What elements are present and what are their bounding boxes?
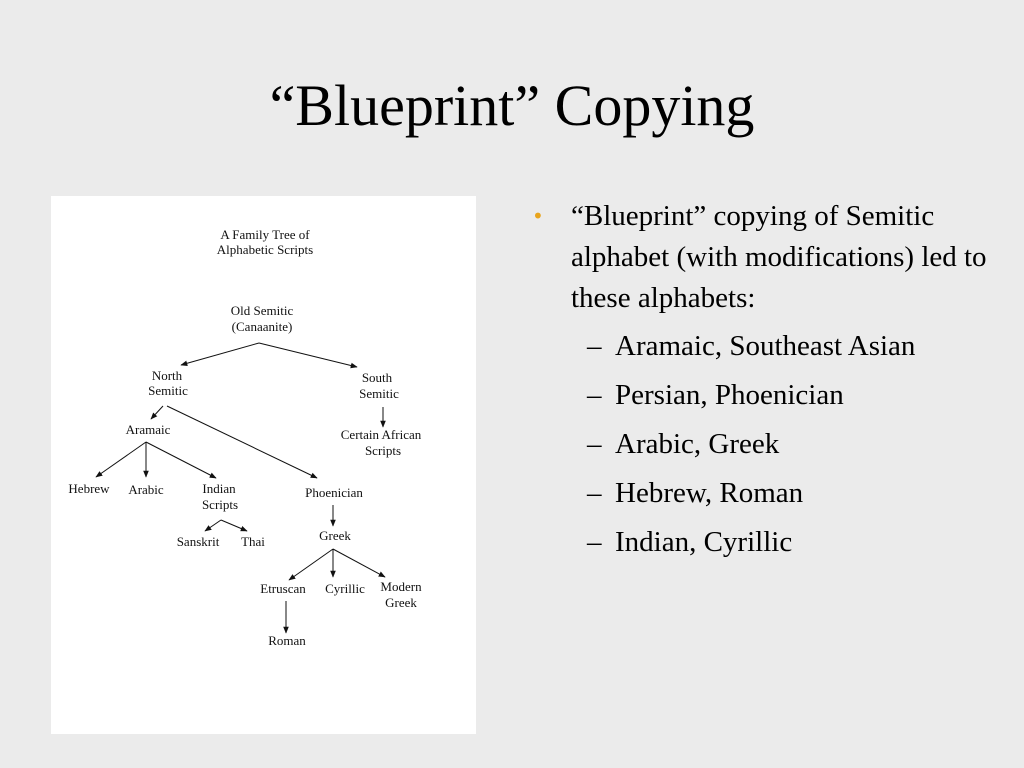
edge-oldsemitic-south <box>259 343 357 367</box>
node-old-semitic-line2: (Canaanite) <box>231 319 293 334</box>
sub-bullet-item <box>532 326 1012 367</box>
family-tree-diagram <box>51 196 476 734</box>
node-etruscan: Etruscan <box>260 581 306 596</box>
sub-bullet-text: Aramaic, Southeast Asian <box>615 330 916 362</box>
main-bullet <box>532 196 1012 319</box>
node-south-semitic-line2: Semitic <box>359 386 399 401</box>
sub-bullet-item <box>532 375 1012 416</box>
node-thai: Thai <box>241 534 265 549</box>
main-bullet-text: “Blueprint” copying of Semitic alphabet (with modifications) led to these alphabets: <box>571 200 987 314</box>
node-modern-greek-line2: Greek <box>385 595 417 610</box>
dash-icon: – <box>587 526 602 558</box>
edge-north-aramaic <box>151 406 163 419</box>
node-old-semitic-line1: Old Semitic <box>230 303 294 318</box>
sub-bullet-list <box>532 326 1012 563</box>
diagram-title-line2: Alphabetic Scripts <box>216 242 314 257</box>
node-north-semitic-line1: North <box>151 368 183 383</box>
node-certain-african-line2: Scripts <box>364 443 402 458</box>
dash-icon: – <box>587 330 602 362</box>
sub-bullet-item <box>532 522 1012 563</box>
edge-aramaic-indian <box>146 442 216 478</box>
diagram-title-line1: A Family Tree of <box>220 227 310 242</box>
bullet-dot-icon: • <box>532 204 544 228</box>
edge-aramaic-hebrew <box>96 442 146 477</box>
dash-icon: – <box>587 477 602 509</box>
edge-north-phoenician <box>167 406 317 478</box>
slide-title: “Blueprint” Copying <box>269 73 755 138</box>
family-tree-figure <box>51 196 476 734</box>
edge-greek-moderngreek <box>333 549 385 577</box>
node-south-semitic-line1: South <box>361 370 393 385</box>
node-north-semitic-line2: Semitic <box>148 383 188 398</box>
edge-indian-thai <box>221 520 247 531</box>
sub-bullet-text: Indian, Cyrillic <box>615 526 793 558</box>
node-phoenician: Phoenician <box>305 485 363 500</box>
dash-icon: – <box>587 379 602 411</box>
node-greek: Greek <box>319 528 351 543</box>
sub-bullet-text: Arabic, Greek <box>615 428 780 460</box>
node-modern-greek-line1: Modern <box>380 579 422 594</box>
node-sanskrit: Sanskrit <box>176 534 220 549</box>
sub-bullet-text: Hebrew, Roman <box>615 477 804 509</box>
bullet-list <box>532 196 1012 571</box>
sub-bullet-text: Persian, Phoenician <box>615 379 844 411</box>
node-aramaic: Aramaic <box>125 422 171 437</box>
node-indian-scripts-line1: Indian <box>202 481 236 496</box>
node-arabic: Arabic <box>128 482 164 497</box>
edge-indian-sanskrit <box>205 520 221 531</box>
node-roman: Roman <box>268 633 306 648</box>
node-certain-african-line1: Certain African <box>340 427 422 442</box>
node-indian-scripts-line2: Scripts <box>201 497 239 512</box>
edge-oldsemitic-north <box>181 343 259 365</box>
node-hebrew: Hebrew <box>68 481 110 496</box>
sub-bullet-item <box>532 473 1012 514</box>
edge-greek-etruscan <box>289 549 333 580</box>
dash-icon: – <box>587 428 602 460</box>
node-cyrillic: Cyrillic <box>325 581 365 596</box>
sub-bullet-item <box>532 424 1012 465</box>
